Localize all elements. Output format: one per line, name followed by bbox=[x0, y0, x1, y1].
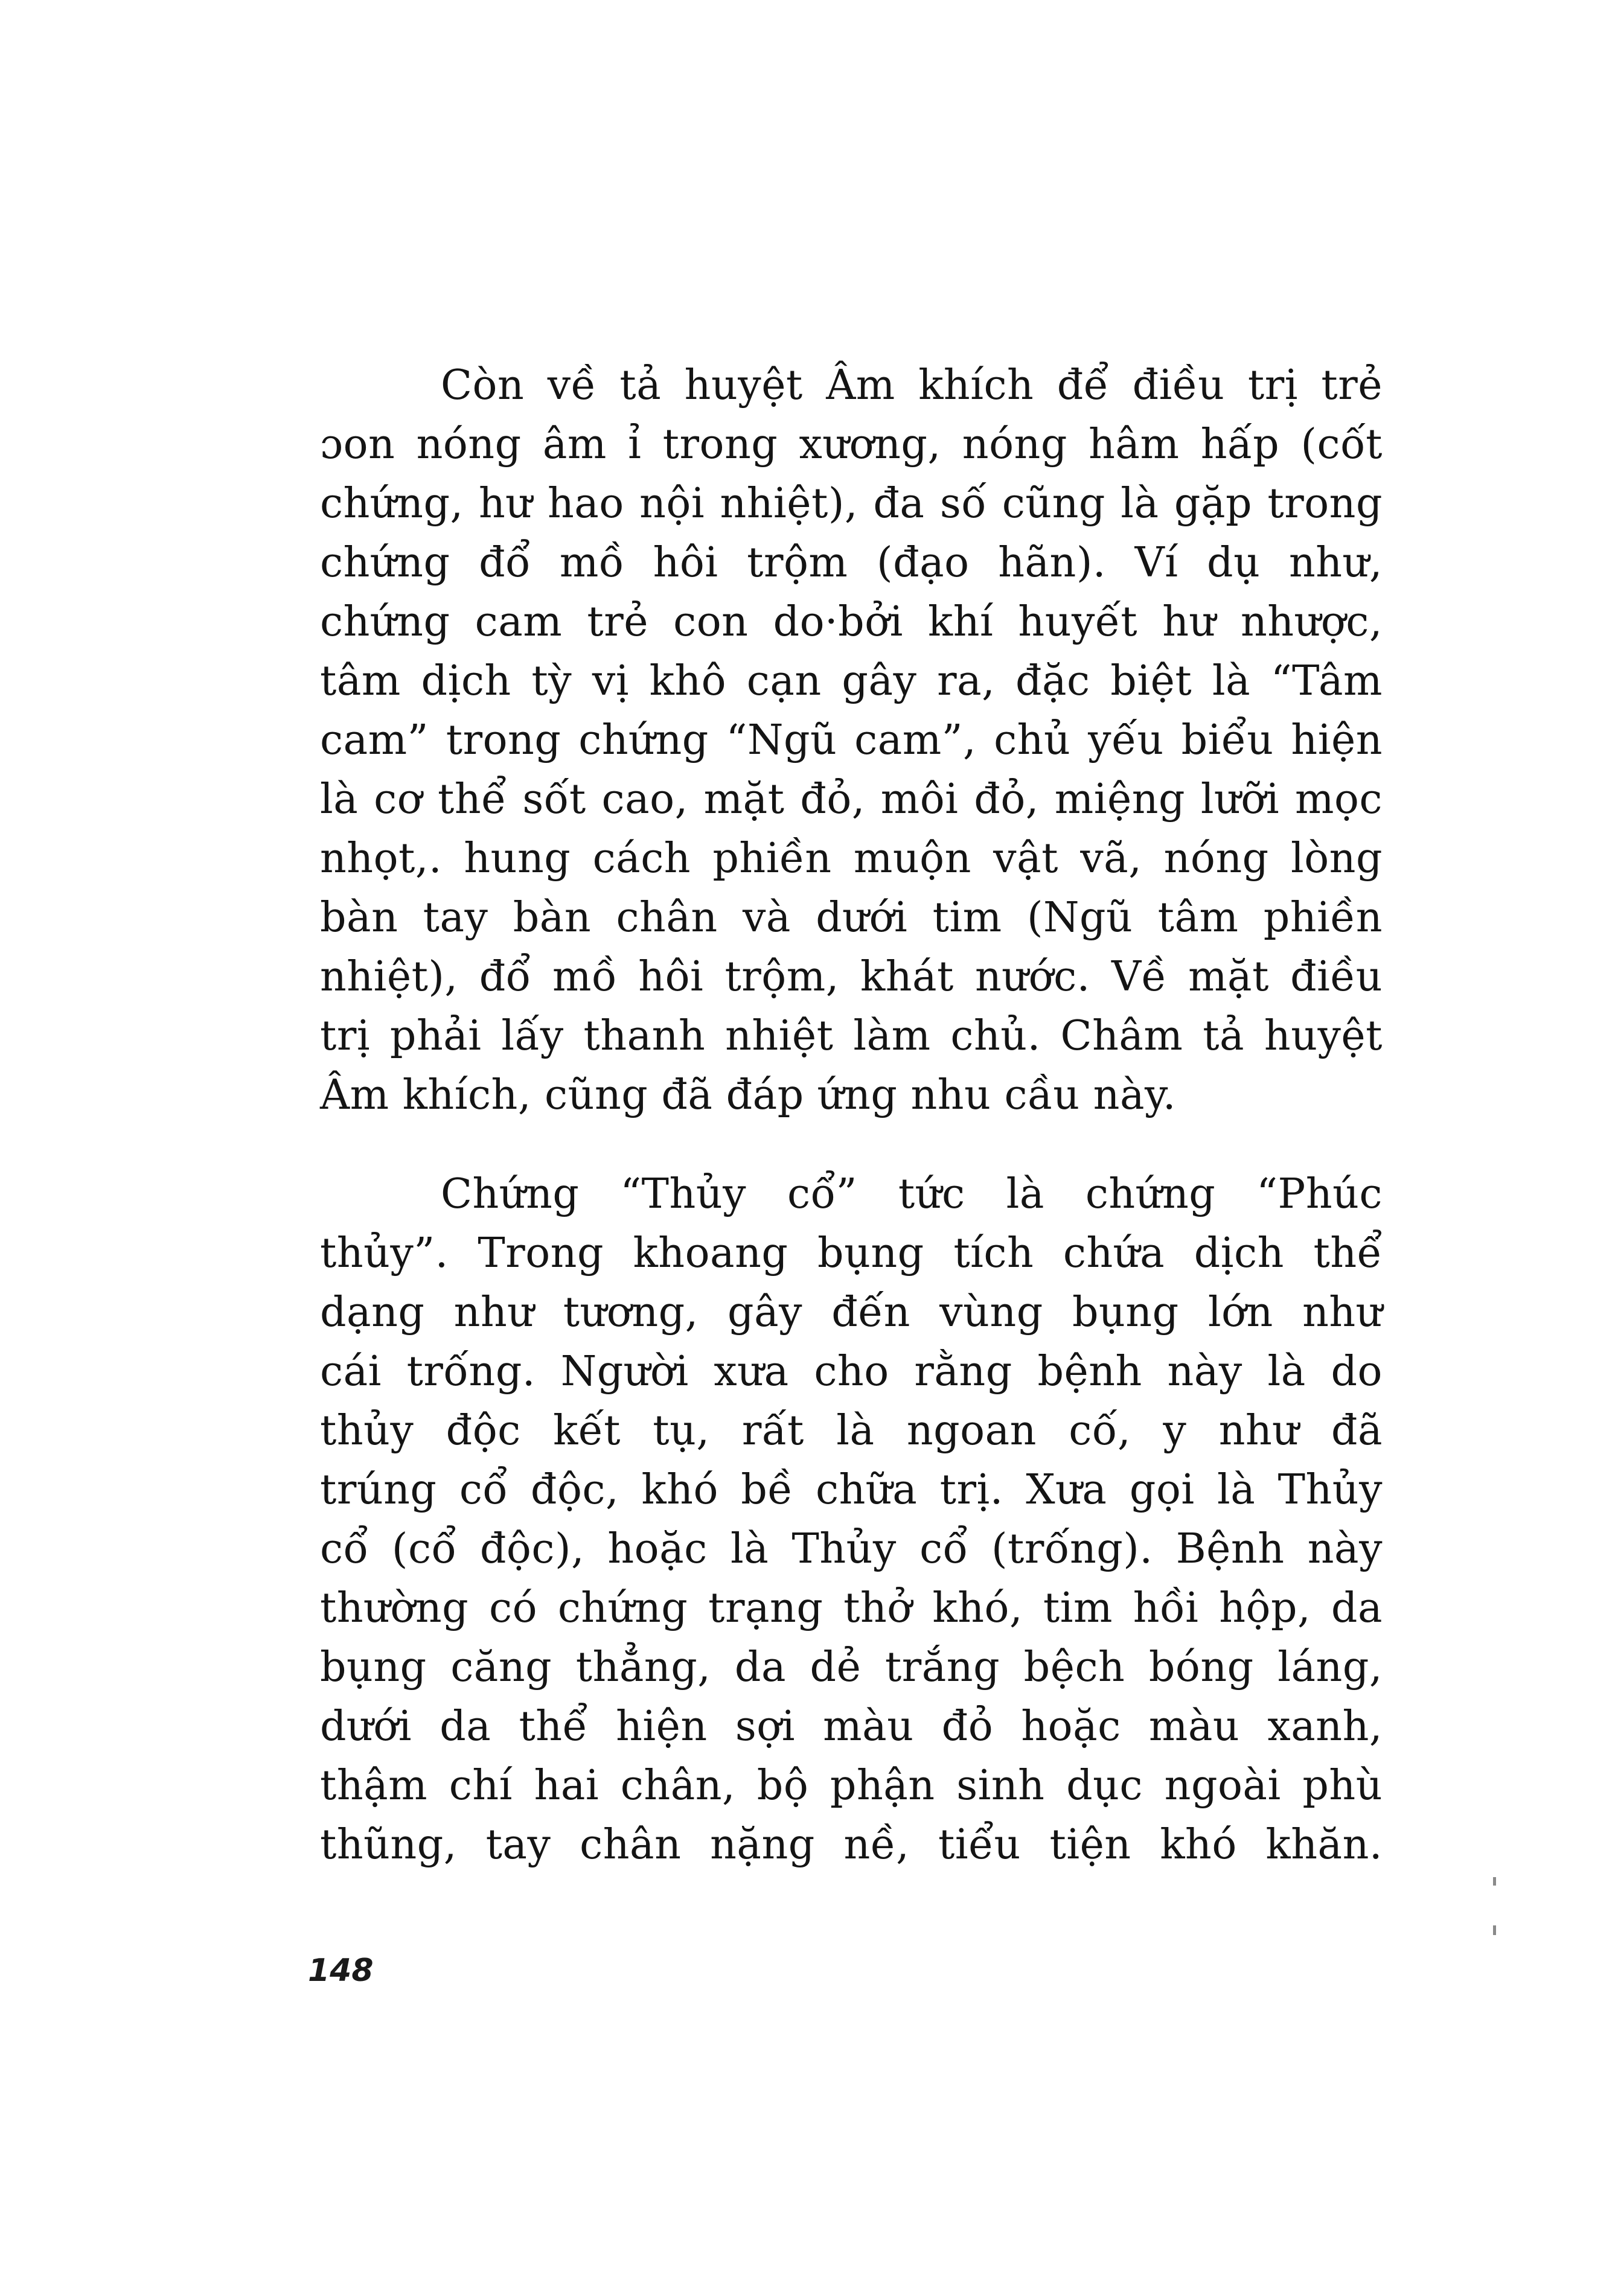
page-number: 148 bbox=[308, 1953, 374, 1989]
text-line: chứng cam trẻ con do·bởi khí huyết hư nhược, bbox=[320, 598, 1383, 646]
text-line: Còn về tả huyệt Âm khích để điều trị trẻ bbox=[441, 362, 1383, 409]
text-line: Âm khích, cũng đã đáp ứng nhu cầu này. bbox=[320, 1071, 1177, 1119]
text-line: cam” trong chứng “Ngũ cam”, chủ yếu biểu hiện bbox=[320, 716, 1383, 764]
text-line: bàn tay bàn chân và dưới tim (Ngũ tâm phiền bbox=[320, 894, 1383, 942]
text-line: cổ (cổ độc), hoặc là Thủy cổ (trống). Bệnh này bbox=[320, 1525, 1383, 1573]
text-line: thậm chí hai chân, bộ phận sinh dục ngoài phù bbox=[320, 1762, 1383, 1810]
text-line: thủy độc kết tụ, rất là ngoan cố, y như đã bbox=[320, 1407, 1383, 1455]
text-line: Chứng “Thủy cổ” tức là chứng “Phúc bbox=[441, 1170, 1383, 1218]
text-line: chứng đổ mồ hôi trộm (đạo hãn). Ví dụ như, bbox=[320, 539, 1383, 587]
scan-speck bbox=[1493, 1925, 1496, 1935]
text-line: thũng, tay chân nặng nề, tiểu tiện khó khăn. bbox=[320, 1821, 1383, 1869]
text-line: thường có chứng trạng thở khó, tim hồi hộp, da bbox=[320, 1584, 1383, 1632]
text-line: tâm dịch tỳ vị khô cạn gây ra, đặc biệt là “Tâm bbox=[320, 657, 1383, 705]
text-line: ɔon nóng âm ỉ trong xương, nóng hâm hấp (cốt bbox=[320, 421, 1383, 468]
scan-speck bbox=[1493, 1877, 1496, 1886]
text-line: nhiệt), đổ mồ hôi trộm, khát nước. Về mặt điều bbox=[320, 953, 1383, 1001]
text-line: chứng, hư hao nội nhiệt), đa số cũng là gặp trong bbox=[320, 480, 1383, 528]
text-line: là cơ thể sốt cao, mặt đỏ, môi đỏ, miệng lưỡi mọc bbox=[320, 776, 1383, 823]
text-line: dạng như tương, gây đến vùng bụng lớn như bbox=[320, 1289, 1383, 1336]
text-line: trị phải lấy thanh nhiệt làm chủ. Châm tả huyệt bbox=[320, 1012, 1383, 1060]
text-line: bụng căng thẳng, da dẻ trắng bệch bóng láng, bbox=[320, 1644, 1383, 1691]
text-line: nhọt,. hung cách phiền muộn vật vã, nóng lòng bbox=[320, 835, 1383, 882]
text-line: dưới da thể hiện sợi màu đỏ hoặc màu xanh, bbox=[320, 1703, 1383, 1750]
text-line: trúng cổ độc, khó bề chữa trị. Xưa gọi là Thủy bbox=[320, 1466, 1383, 1514]
text-line: cái trống. Người xưa cho rằng bệnh này là do bbox=[320, 1348, 1383, 1395]
text-line: thủy”. Trong khoang bụng tích chứa dịch thể bbox=[320, 1229, 1383, 1277]
